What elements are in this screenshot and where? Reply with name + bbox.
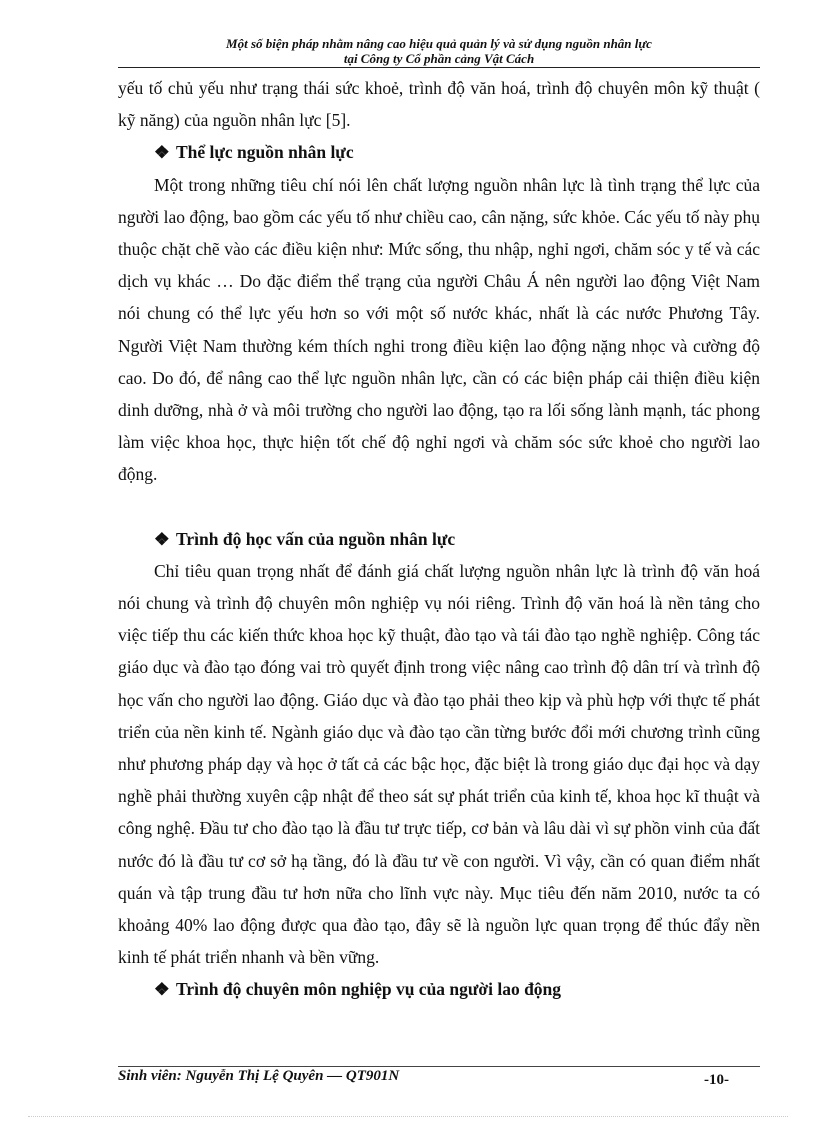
page-bottom-border [28, 1116, 788, 1117]
section-heading-physical [118, 136, 760, 168]
page-number: -10- [704, 1072, 729, 1088]
heading-text: Trình độ chuyên môn nghiệp vụ của người lao động [176, 979, 562, 1000]
section-heading-professional [118, 973, 760, 1005]
paragraph-physical: Một trong những tiêu chí nói lên chất lượng nguồn nhân lực là tình trạng thể lực của người lao động, bao gồm các yếu tố như chiều cao, cân nặng, sức khỏe. Các yếu tố này phụ thuộc chặt chẽ vào các điều kiện như: Mức sống, thu nhập, nghỉ ngơi, chăm sóc y tế và các dịch vụ khác … Do đặc điểm thể trạng của người Châu Á nên người lao động Việt Nam nói chung có thể lực yếu hơn so với một số nước khác, nhất là các nước Phương Tây. Người Việt Nam thường kém thích nghi trong điều kiện lao động nặng nhọc và cường độ cao. Do đó, để nâng cao thể lực nguồn nhân lực, cần có các biện pháp cải thiện điều kiện dinh dưỡng, nhà ở và môi trường cho người lao động, tạo ra lối sống lành mạnh, tác phong làm việc khoa học, thực hiện tốt chế độ nghỉ ngơi và chăm sóc sức khoẻ cho người lao động. [118, 174, 760, 485]
blank-line [118, 491, 760, 523]
header-divider [118, 67, 760, 68]
footer-divider [118, 1066, 760, 1067]
diamond-bullet-icon: ❖ [154, 979, 170, 1000]
paragraph-education: Chỉ tiêu quan trọng nhất để đánh giá chất lượng nguồn nhân lực là trình độ văn hoá nói chung và trình độ chuyên môn nghiệp vụ nói riêng. Trình độ văn hoá là nền tảng cho việc tiếp thu các kiến thức khoa học kỹ thuật, đào tạo và tái đào tạo nghề nghiệp. Công tác giáo dục và đào tạo đóng vai trò quyết định trong việc nâng cao trình độ dân trí và trình độ học vấn cho người lao động. Giáo dục và đào tạo phải theo kịp và phù hợp với thực tế phát triển của nền kinh tế. Ngành giáo dục và đào tạo cần từng bước đổi mới chương trình cũng như phương pháp dạy và học ở tất cả các bậc học, đặc biệt là trong giáo dục đại học và dạy nghề phải thường xuyên cập nhật để theo sát sự phát triển của kinh tế, khoa học kĩ thuật và công nghệ. Đầu tư cho đào tạo là đầu tư trực tiếp, cơ bản và lâu dài vì sự phồn vinh của đất nước đó là đầu tư cơ sở hạ tầng, đó là đầu tư về con người. Vì vậy, cần có quan điểm nhất quán và tập trung đầu tư hơn nữa cho lĩnh vực này. Mục tiêu đến năm 2010, nước ta có khoảng 40% lao động được qua đào tạo, đây sẽ là nguồn lực quan trọng để thúc đẩy nền kinh tế phát triển nhanh và bền vững. [118, 560, 760, 968]
header-title-line2: tại Công ty Cổ phần cảng Vật Cách [343, 51, 535, 66]
page-header [118, 36, 760, 66]
diamond-bullet-icon: ❖ [154, 142, 170, 163]
section-heading-education [118, 523, 760, 555]
footer-student: Sinh viên: Nguyễn Thị Lệ Quyên — QT901N [118, 1068, 400, 1084]
intro-paragraph: yếu tố chủ yếu như trạng thái sức khoẻ, trình độ văn hoá, trình độ chuyên môn kỹ thuật ( kỹ năng) của nguồn nhân lực [5]. [118, 78, 760, 131]
document-body [118, 72, 760, 1006]
header-title-line1: Một số biện pháp nhằm nâng cao hiệu quả quản lý và sử dụng nguồn nhân lực [226, 36, 652, 51]
heading-text: Trình độ học vấn của nguồn nhân lực [176, 528, 456, 549]
heading-text: Thể lực nguồn nhân lực [176, 142, 354, 163]
diamond-bullet-icon: ❖ [154, 528, 170, 549]
